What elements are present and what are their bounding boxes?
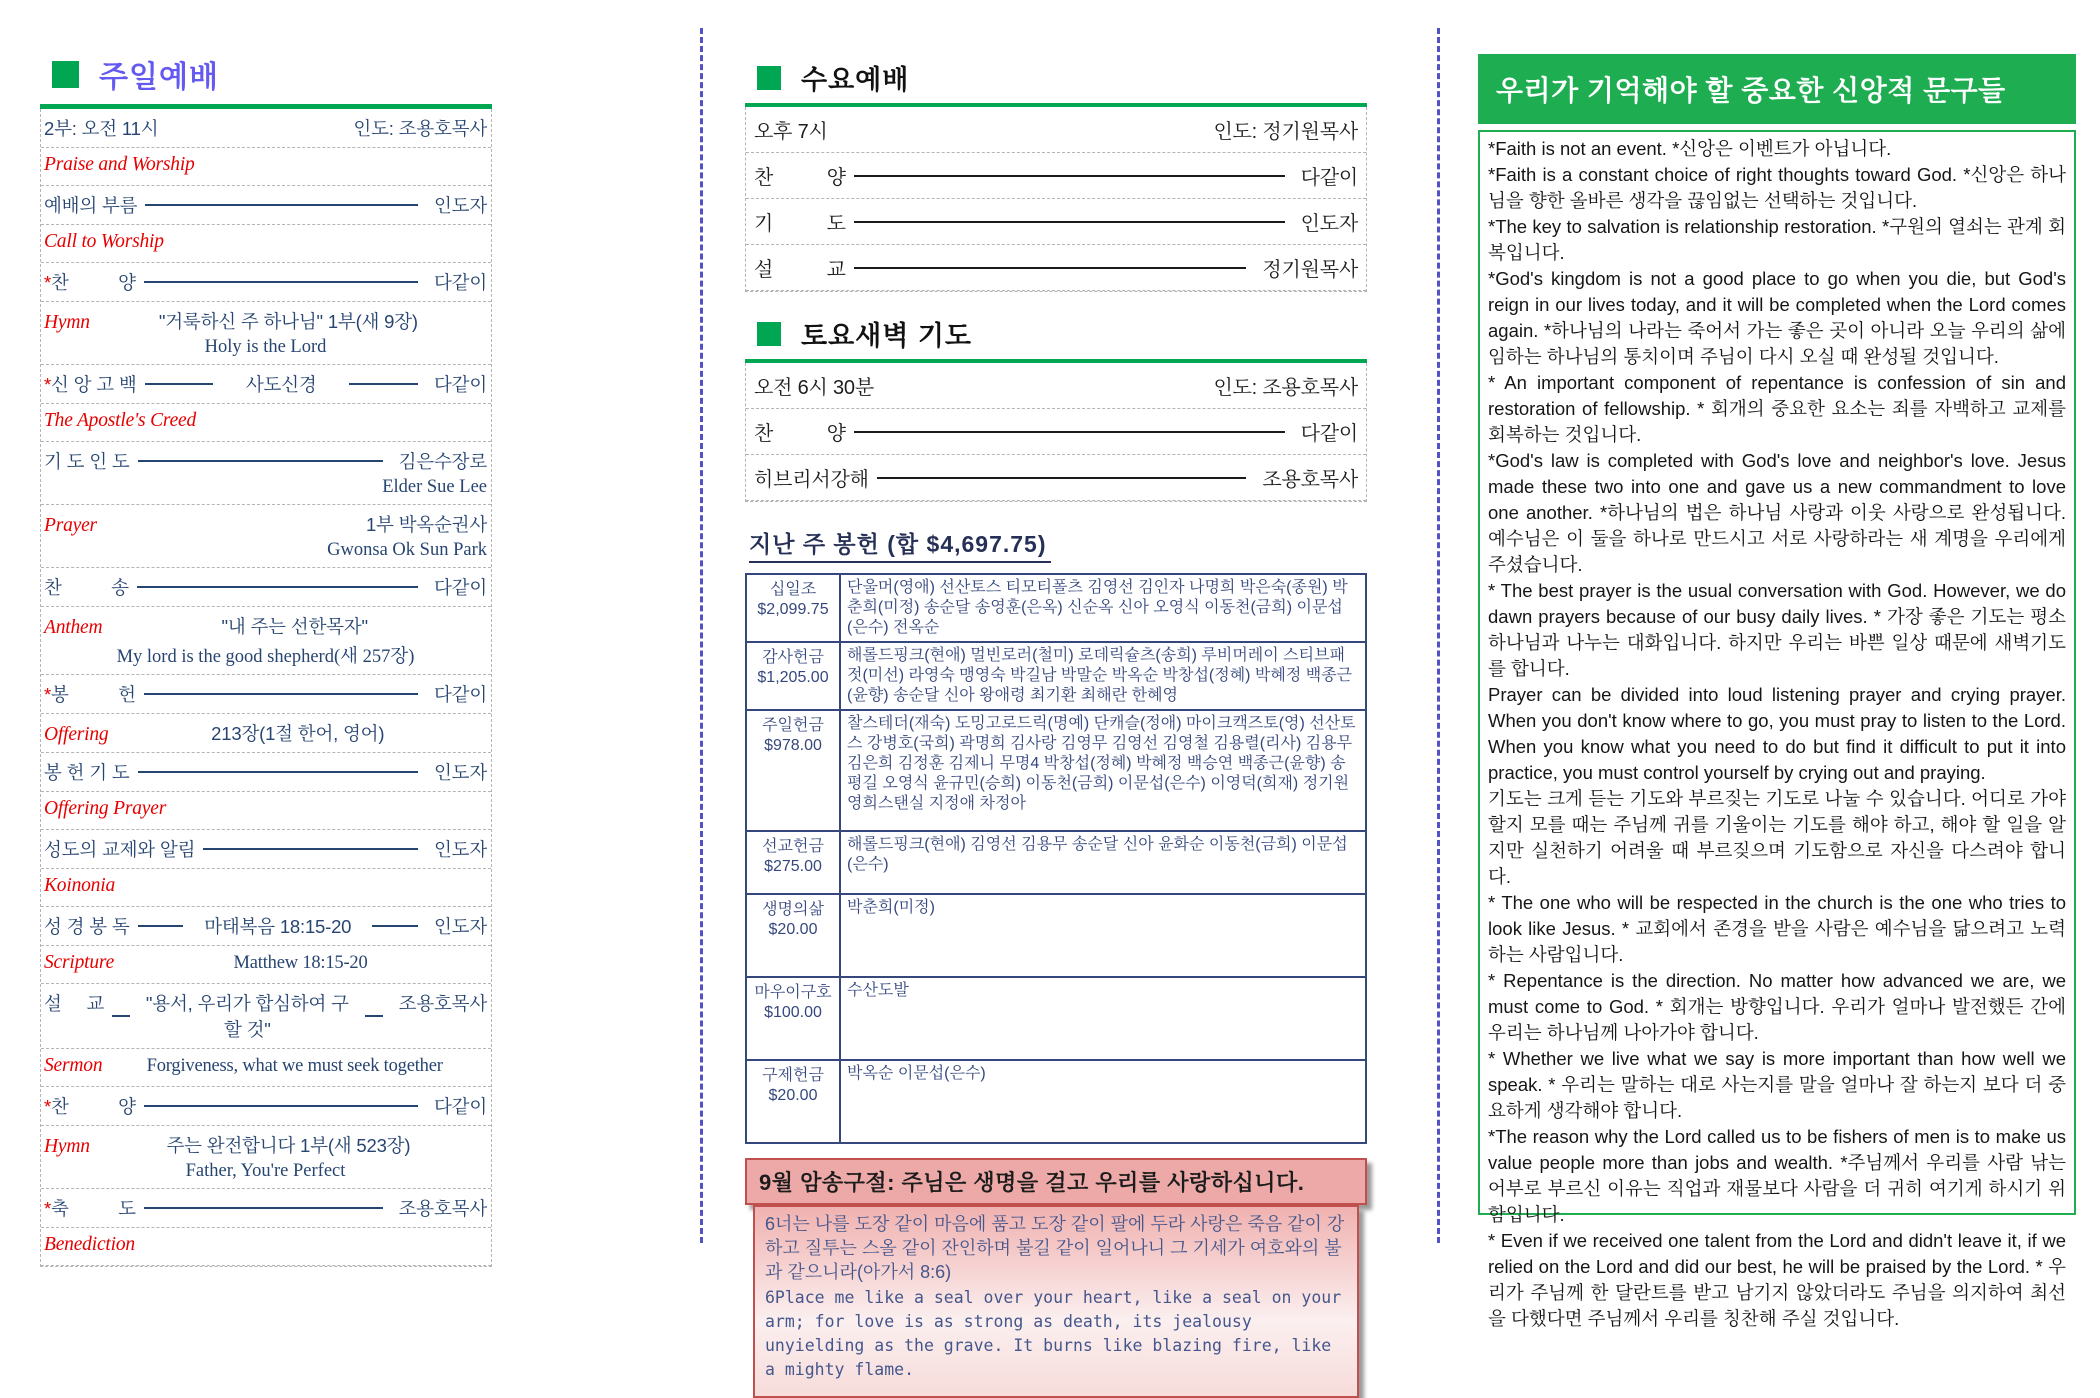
offering-section [745, 522, 1367, 1144]
service-item-label: 기 도 인 도 [44, 451, 130, 472]
service-item-label: 찬 양 [754, 423, 846, 445]
midweek-column [745, 56, 1367, 1398]
service-row-main [44, 115, 487, 141]
offering-names: 해롤드핑크(현애) 김영선 김용무 송순달 신아 윤화순 이동천(금희) 이문섭(은수) [840, 831, 1366, 894]
sunday-worship-title-bar [40, 50, 492, 109]
standing-asterisk: * [44, 272, 51, 293]
faith-phrases-title: 우리가 기억해야 할 중요한 신앙적 문구들 [1478, 54, 2076, 124]
green-square-icon [52, 61, 79, 88]
service-row [41, 568, 491, 607]
faith-phrase: Prayer can be divided into loud listening prayer and crying prayer. When you don't know where to go, you must pray to listen to the Lord. When you know what you need to do but find it difficult to put it into practice, you must control yourself by crying out and praying. [1488, 684, 2066, 783]
dash-line [144, 1207, 383, 1209]
service-item-label: Sermon [44, 1055, 103, 1076]
service-row [41, 302, 491, 365]
service-row-main [44, 371, 487, 397]
service-item-label: Benediction [44, 1234, 135, 1255]
offering-names: 단울머(영애) 선산토스 티모티폴츠 김영선 김인자 나명희 박은숙(종원) 박춘희(미정) 송순달 송영훈(은옥) 신순옥 신아 오영식 이동천(금희) 이문섭(은수) 전옥순 [840, 574, 1366, 642]
service-row-main [44, 990, 487, 1042]
service-item-leader: 인도: 정기원목사 [1213, 121, 1358, 143]
offering-row [746, 642, 1366, 710]
dash-line [144, 693, 418, 695]
service-item-label: 축 도 [51, 1198, 136, 1219]
dash-line [138, 925, 184, 927]
service-row [41, 675, 491, 714]
service-item-label: 2부: 오전 11시 [44, 118, 159, 139]
offering-names: 박옥순 이문섭(은수) [840, 1060, 1366, 1143]
offering-summary-title: 지난 주 봉헌 (합 $4,697.75) [749, 526, 1051, 563]
service-item-leader: 다같이 [433, 272, 487, 293]
service-item-detail: Matthew 18:15-20 [233, 953, 368, 973]
offering-row [746, 1060, 1366, 1143]
service-row-main [44, 192, 487, 218]
offering-type: 마우이구호 [754, 984, 832, 1001]
saturday-dawn-prayer-section [745, 312, 1367, 502]
service-item-label: Praise and Worship [44, 154, 195, 175]
dash-line [854, 431, 1285, 433]
service-item-label: Hymn [44, 1136, 90, 1157]
service-item-leader: 김은수장로 [398, 451, 487, 472]
column-divider [700, 28, 703, 1243]
service-row-main [752, 368, 1360, 403]
offering-type-cell [746, 710, 840, 831]
service-row [746, 455, 1366, 501]
offering-type-cell [746, 894, 840, 977]
faith-phrase: * The one who will be respected in the church is the one who tries to look like Jesus. * 교회에서 존경을 받을 사람은 예수님을 닮으려고 노력하는 사람입니다. [1488, 892, 2066, 965]
saturday-dawn-title-bar [745, 312, 1367, 363]
offering-type-cell [746, 1060, 840, 1143]
faith-phrase: * An important component of repentance is confession of sin and restoration of fellowship. * 회개의 중요한 요소는 죄를 자백하고 교제를 회복하는 것입니다. [1488, 372, 2066, 445]
faith-phrase: * Whether we live what we say is more important than how well we speak. * 우리는 말하는 대로 사는지를 말을 얼마나 잘 하는지 보다 더 중요하게 생각해야 합니다. [1488, 1048, 2066, 1121]
service-item-subtext: My lord is the good shepherd(새 257장) [116, 647, 415, 667]
service-item-label: 오후 7시 [754, 121, 828, 143]
offering-amount: $978.00 [764, 737, 822, 754]
service-item-detail: "거룩하신 주 하나님" 1부(새 9장) [158, 311, 418, 332]
faith-phrase: * Repentance is the direction. No matter how advanced we are, we must come to God. * 회개는 방향입니다. 우리가 얼마나 발전했든 간에 우리는 하나님께 나아가야 합니다. [1488, 970, 2066, 1043]
service-row [41, 442, 491, 505]
service-row-main [752, 112, 1360, 147]
service-item-leader: 인도자 [433, 916, 487, 937]
faith-phrase: * The best prayer is the usual conversation with God. However, we do dawn prayers because of our busy daily lives. * 가장 좋은 기도는 평소 하나님과 나누는 대화입니다. 하지만 우리는 바쁜 일상 때문에 새벽기도를 합니다. [1488, 580, 2066, 679]
service-row-main [44, 1195, 487, 1221]
service-item-leader: 다같이 [1300, 167, 1358, 189]
dash-line [138, 460, 383, 462]
service-item-leader: 인도: 조용호목사 [353, 118, 487, 139]
offering-type: 십일조 [769, 581, 817, 598]
offering-type: 주일헌금 [762, 717, 824, 734]
faith-phrases-body [1478, 130, 2076, 1329]
service-item-label: Scripture [44, 952, 115, 973]
service-item-leader: 인도자 [433, 839, 487, 860]
service-item-detail: "내 주는 선한목자" [221, 616, 368, 637]
service-item-label: 성 경 봉 독 [44, 916, 130, 937]
service-item-label: 예배의 부름 [44, 195, 138, 216]
service-item-subtext: Father, You're Perfect [185, 1161, 346, 1181]
section-title: 토요새벽 기도 [801, 321, 972, 351]
service-row-main [752, 204, 1360, 239]
service-item-label: 봉 헌 [51, 684, 136, 705]
offering-names: 수산도발 [840, 977, 1366, 1060]
dash-line [349, 383, 418, 385]
service-row [41, 869, 491, 907]
service-row-main [44, 511, 487, 537]
service-row [41, 365, 491, 404]
service-item-label: 찬 양 [754, 167, 846, 189]
sunday-worship-section [40, 50, 492, 1267]
service-row-main [44, 269, 487, 295]
service-row [746, 409, 1366, 455]
service-item-leader: 조용호목사 [398, 993, 488, 1014]
service-row [41, 186, 491, 225]
service-row-main [44, 798, 487, 823]
service-row [746, 199, 1366, 245]
standing-asterisk: * [44, 1198, 51, 1219]
service-item-leader: 인도자 [433, 762, 487, 783]
service-row [41, 1087, 491, 1126]
wednesday-worship-title-bar [745, 56, 1367, 107]
offering-table [745, 573, 1367, 1144]
dash-line [854, 221, 1285, 223]
service-item-label: Prayer [44, 515, 97, 536]
service-row-main [44, 1093, 487, 1119]
service-row [746, 153, 1366, 199]
dash-line [145, 204, 418, 206]
memory-verse-korean: 6너는 나를 도장 같이 마음에 품고 도장 같이 팔에 두라 사랑은 죽음 같이 강하고 질투는 스올 같이 잔인하며 불길 같이 일어나니 그 기세가 여호와의 불과 같으니라(아가서 8:6) [765, 1214, 1345, 1282]
service-item-label: Anthem [44, 617, 103, 638]
wednesday-order-list [745, 107, 1367, 292]
offering-type: 구제헌금 [762, 1067, 824, 1084]
offering-names: 찰스테더(재숙) 도밍고로드릭(명예) 단캐슬(정애) 마이크캑즈토(영) 선산토스 강병호(국희) 곽명희 김사랑 김영무 김영선 김영철 김용렬(리사) 김용무 김은희 김정훈 김제니 무명4 박창섭(정혜) 박혜정 백승연 백종근(윤향) 송평길 오영식 윤규민(승희) 이동천(금희) 이문섭(은수) 이영덕(희재) 정기원 영희스탠실 지정애 차정아 [840, 710, 1366, 831]
offering-amount: $20.00 [768, 921, 818, 938]
faith-phrase: * Even if we received one talent from the Lord and didn't leave it, if we relied on the Lord and did our best, he will be praised by the Lord. * 우리가 주님께 한 달란트를 받고 남기지 않았더라도 주님을 의지하여 최선을 다했다면 주님께서 우리를 칭찬해 주실 것입니다. [1488, 1230, 2066, 1329]
faith-phrase: *Faith is a constant choice of right thoughts toward God. *신앙은 하나님을 향한 올바른 생각을 끊임없는 선택하는 것입니다. [1488, 164, 2066, 211]
service-item-label: 찬 양 [51, 272, 136, 293]
faith-phrase: *God's kingdom is not a good place to go when you die, but God's reign in our lives today, and it will be completed when the Lord comes again. *하나님의 나라는 죽어서 가는 좋은 곳이 아니라 오늘 우리의 삶에 임하는 하나님의 통치이며 주님이 다시 오실 때 완성될 것입니다. [1488, 268, 2066, 367]
column-divider [1437, 28, 1440, 1243]
service-row-main [44, 574, 487, 600]
service-row [41, 946, 491, 984]
memory-verse-box [745, 1158, 1367, 1398]
memory-verse-body [753, 1205, 1359, 1398]
service-item-leader: 다같이 [433, 684, 487, 705]
service-row [41, 263, 491, 302]
service-item-label: 찬 양 [51, 1096, 136, 1117]
offering-type: 선교헌금 [762, 838, 824, 855]
service-item-detail: 213장(1절 한어, 영어) [211, 723, 385, 744]
service-item-leader: 인도자 [1300, 213, 1358, 235]
dash-line [854, 267, 1247, 269]
service-item-leader: 인도: 조용호목사 [1213, 377, 1358, 399]
service-row [41, 1189, 491, 1228]
offering-row [746, 574, 1366, 642]
offering-names: 해롤드핑크(현애) 멀빈로러(철미) 로데릭슐츠(송희) 루비머레이 스티브패젓(미선) 라영숙 맹영숙 박길남 박말순 박옥순 박창섭(정혜) 박혜정 백종근(윤향) 송순달 신아 왕애령 최기환 최해란 한혜영 [840, 642, 1366, 710]
service-row-main [44, 913, 487, 939]
service-item-detail: "용서, 우리가 합심하여 구할 것" [145, 993, 349, 1040]
service-row-main [752, 158, 1360, 193]
green-square-icon [757, 66, 781, 90]
service-row-main [44, 308, 487, 334]
service-row [41, 907, 491, 946]
service-item-label: 설 교 [44, 993, 105, 1014]
service-row [41, 505, 491, 568]
service-item-detail: 주는 완전합니다 1부(새 523장) [166, 1135, 411, 1156]
service-item-leader: 다같이 [433, 374, 487, 395]
service-row [41, 792, 491, 830]
service-item-label: 기 도 [754, 213, 846, 235]
dash-line [144, 1105, 418, 1107]
dash-line [145, 383, 214, 385]
service-row-main [44, 681, 487, 707]
offering-row [746, 894, 1366, 977]
offering-type-cell [746, 831, 840, 894]
memory-verse-title: 9월 암송구절: 주님은 생명을 걸고 우리를 사랑하십니다. [745, 1158, 1367, 1205]
offering-type: 감사헌금 [762, 649, 824, 666]
service-row-main [44, 231, 487, 256]
faith-phrase: *God's law is completed with God's love and neighbor's love. Jesus made these two into one and gave us a new commandment to love one another. *하나님의 법은 하나님 사랑과 이웃 사랑으로 완성됩니다. 예수님은 이 둘을 하나로 만드시고 서로 사랑하라는 새 계명을 우리에게 주셨습니다. [1488, 450, 2066, 575]
service-row [41, 1126, 491, 1189]
offering-row [746, 831, 1366, 894]
service-item-detail: Forgiveness, what we must seek together [146, 1056, 443, 1076]
service-row-main [44, 448, 487, 474]
offering-row [746, 710, 1366, 831]
service-row [41, 607, 491, 675]
dash-line [877, 477, 1247, 479]
wednesday-worship-section [745, 56, 1367, 292]
service-row-main [752, 460, 1360, 495]
dash-line [854, 175, 1285, 177]
offering-amount: $275.00 [764, 858, 822, 875]
service-row-main [44, 1132, 487, 1158]
dash-line [203, 848, 418, 850]
service-row [41, 225, 491, 263]
offering-type-cell [746, 574, 840, 642]
service-row [746, 363, 1366, 409]
memory-verse-english: 6Place me like a seal over your heart, like a seal on your arm; for love is as strong as death, its jealousy unyielding as the grave. It burns like blazing fire, like a mighty flame. [765, 1288, 1342, 1379]
offering-amount: $20.00 [768, 1087, 818, 1104]
service-row-main [752, 250, 1360, 285]
standing-asterisk: * [44, 684, 51, 705]
service-row-main [752, 414, 1360, 449]
service-row [746, 107, 1366, 153]
dash-line [144, 281, 418, 283]
dash-line [372, 925, 418, 927]
sunday-worship-order-list [40, 109, 492, 1267]
offering-amount: $1,205.00 [757, 669, 829, 686]
service-item-label: 봉 헌 기 도 [44, 762, 130, 783]
service-item-subtext: Holy is the Lord [204, 337, 327, 357]
offering-names: 박춘희(미정) [840, 894, 1366, 977]
section-title: 주일예배 [99, 61, 219, 94]
service-item-detail: 사도신경 [245, 374, 317, 395]
service-item-leader: 다같이 [433, 577, 487, 598]
service-row [41, 753, 491, 792]
service-item-label: Koinonia [44, 875, 115, 896]
service-row-main [44, 875, 487, 900]
service-row [41, 109, 491, 148]
service-row [41, 984, 491, 1049]
service-item-leader: 조용호목사 [398, 1198, 487, 1219]
service-item-leader: 인도자 [433, 195, 487, 216]
service-item-label: Hymn [44, 312, 90, 333]
service-row-main [44, 952, 487, 977]
offering-table-body [746, 574, 1366, 1143]
offering-row [746, 977, 1366, 1060]
service-item-label: 찬 송 [44, 577, 129, 598]
service-item-leader: 다같이 [1300, 423, 1358, 445]
service-row-main [44, 836, 487, 862]
dash-line [137, 586, 418, 588]
service-item-subtext: Gwonsa Ok Sun Park [327, 540, 487, 560]
offering-type-cell [746, 642, 840, 710]
service-item-leader: 조용호목사 [1262, 469, 1358, 491]
service-row [41, 1228, 491, 1266]
service-item-label: Offering [44, 724, 109, 745]
service-row [41, 714, 491, 753]
faith-phrase: *The key to salvation is relationship restoration. *구원의 열쇠는 관계 회복입니다. [1488, 216, 2066, 263]
service-row-main [44, 759, 487, 785]
faith-phrase: *Faith is not an event. *신앙은 이벤트가 아닙니다. [1488, 138, 1892, 159]
service-item-detail: 마태복음 18:15-20 [204, 916, 352, 937]
section-title: 수요예배 [801, 65, 910, 95]
service-row-main [44, 1055, 487, 1080]
green-square-icon [757, 322, 781, 346]
offering-amount: $100.00 [764, 1004, 822, 1021]
service-item-label: Call to Worship [44, 231, 164, 252]
service-row [41, 1049, 491, 1087]
service-item-label: 히브리서강해 [754, 469, 869, 491]
saturday-order-list [745, 363, 1367, 502]
service-item-subtext: Elder Sue Lee [382, 477, 487, 497]
standing-asterisk: * [44, 1096, 51, 1117]
offering-amount: $2,099.75 [757, 601, 829, 618]
dash-line [112, 1015, 130, 1017]
offering-type-cell [746, 977, 840, 1060]
service-item-label: 신 앙 고 백 [51, 374, 137, 395]
dash-line [138, 771, 418, 773]
service-row [746, 245, 1366, 291]
service-item-label: 설 교 [754, 259, 846, 281]
service-row-main [44, 720, 487, 746]
service-item-leader: 정기원목사 [1262, 259, 1358, 281]
service-row-main [44, 613, 487, 639]
faith-phrases-section [1478, 54, 2076, 1329]
service-row-main [44, 410, 487, 435]
service-item-label: 오전 6시 30분 [754, 377, 874, 399]
service-item-leader: 다같이 [433, 1096, 487, 1117]
service-row [41, 404, 491, 442]
faith-phrase: 기도는 크게 듣는 기도와 부르짖는 기도로 나눌 수 있습니다. 어디로 가야 할지 모를 때는 주님께 귀를 기울이는 기도를 해야 하고, 해야 할 일을 알지만 실천하기 어려울 때 부르짖으며 기도함으로 자신을 다스려야 합니다. [1488, 788, 2066, 887]
faith-phrase: *The reason why the Lord called us to be fishers of men is to make us value people more than jobs and wealth. *주님께서 우리를 사람 낚는 어부로 부르신 이유는 직업과 재물보다 사람을 더 귀히 여기게 하시기 위함입니다. [1488, 1126, 2066, 1225]
service-item-label: Offering Prayer [44, 798, 167, 819]
service-item-label: The Apostle's Creed [44, 410, 197, 431]
service-item-leader: 1부 박옥순권사 [365, 514, 487, 535]
service-row-main [44, 1234, 487, 1259]
offering-type: 생명의삶 [762, 901, 824, 918]
service-row [41, 830, 491, 869]
dash-line [365, 1015, 383, 1017]
service-item-label: 성도의 교제와 알림 [44, 839, 196, 860]
service-row [41, 148, 491, 186]
standing-asterisk: * [44, 374, 51, 395]
service-row-main [44, 154, 487, 179]
